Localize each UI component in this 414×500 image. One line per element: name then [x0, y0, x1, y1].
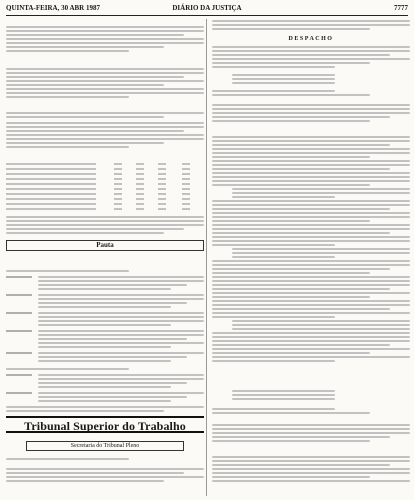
section-notice-3 [6, 106, 204, 120]
section-notice-4 [6, 122, 204, 150]
despacho-body-2 [212, 136, 410, 364]
court-title: Tribunal Superior do Trabalho [6, 416, 204, 433]
secretariat-box: Secretaria do Tribunal Pleno [26, 441, 184, 451]
section-closing-note [6, 406, 204, 414]
header-date: QUINTA-FEIRA, 30 ABR 1987 [6, 4, 100, 12]
page-header [6, 3, 408, 16]
process-ref-1 [212, 90, 410, 98]
section-act-publication [6, 458, 204, 484]
section-case-header [212, 20, 410, 32]
despacho-body-3 [212, 456, 410, 484]
table-row [6, 202, 204, 206]
table-row [6, 192, 204, 196]
table-row [6, 207, 204, 211]
table-row [6, 167, 204, 171]
header-page-number: 7777 [394, 4, 408, 12]
signature-block-1 [212, 74, 410, 86]
header-publication: DIÁRIO DA JUSTIÇA [172, 4, 242, 12]
table-row [6, 197, 204, 201]
table-row [6, 177, 204, 181]
pauta-box: Pauta [6, 240, 204, 251]
column-divider [206, 19, 207, 496]
table-row [6, 182, 204, 186]
section-return-notice [6, 20, 204, 54]
despacho-body-1 [212, 46, 410, 70]
table-row [6, 162, 204, 166]
section-notice-2 [6, 62, 204, 100]
section-parties-2 [212, 418, 410, 444]
table-row [6, 172, 204, 176]
table-row [6, 187, 204, 191]
summary-table [6, 156, 204, 212]
despacho-title: DESPACHO [288, 36, 334, 42]
process-ref-2 [212, 408, 410, 416]
section-distribution-note [6, 216, 204, 236]
section-parties-1 [212, 98, 410, 124]
case-group-heading [6, 368, 204, 372]
case-group-heading [6, 270, 204, 274]
signature-block-2 [212, 390, 410, 402]
